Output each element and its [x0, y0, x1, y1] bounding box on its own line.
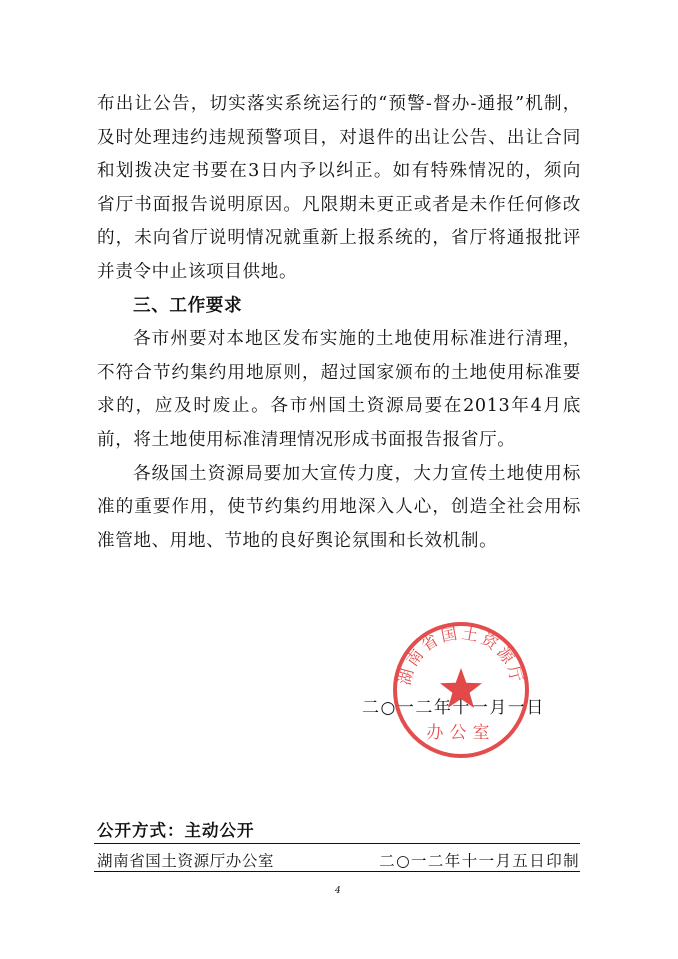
footer-issuer: 湖南省国土资源厅办公室: [97, 852, 275, 870]
seal-star-icon: [440, 668, 482, 708]
footer-print-date: 二○一二年十一月五日印制: [379, 852, 580, 870]
body-paragraph-publicity: 各级国土资源局要加大宣传力度，大力宣传土地使用标准的重要作用，使节约集约用地深入人心，创造全社会用标准管地、用地、节地的良好舆论氛围和长效机制。: [97, 463, 581, 551]
page-number: 4: [335, 886, 341, 896]
footer-top-rule: [94, 843, 580, 844]
body-paragraph-continued: 布出让公告，切实落实系统运行的“预警-督办-通报”机制，及时处理违约违规预警项目，对退件的出让公告、出让合同和划拨决定书要在3日内予以纠正。如有特殊情况的，须向省厅书面报告说明原因。凡限期未更正或者是未作任何修改的，未向省厅说明情况就重新上报系统的，省厅将通报批评并责令中止该项目供地。: [97, 94, 581, 282]
footer-bottom-rule: [94, 871, 580, 872]
svg-text:办公室: 办公室: [426, 723, 496, 743]
document-date: 二○一二年十一月一日: [362, 698, 545, 718]
body-paragraph-standards-cleanup: 各市州要对本地区发布实施的土地使用标准进行清理，不符合节约集约用地原则，超过国家颁布的土地使用标准要求的，应及时废止。各市州国土资源局要在2013年4月底前，将土地使用标准清理情况形成书面报告报省厅。: [97, 329, 581, 450]
document-body: [97, 88, 581, 558]
section-heading-work-requirements: 三、工作要求: [133, 295, 243, 316]
svg-text:湖南省国土资源厅: 湖南省国土资源厅: [394, 623, 528, 687]
official-seal-icon: [391, 620, 531, 760]
disclosure-method: 公开方式：主动公开: [97, 821, 255, 840]
